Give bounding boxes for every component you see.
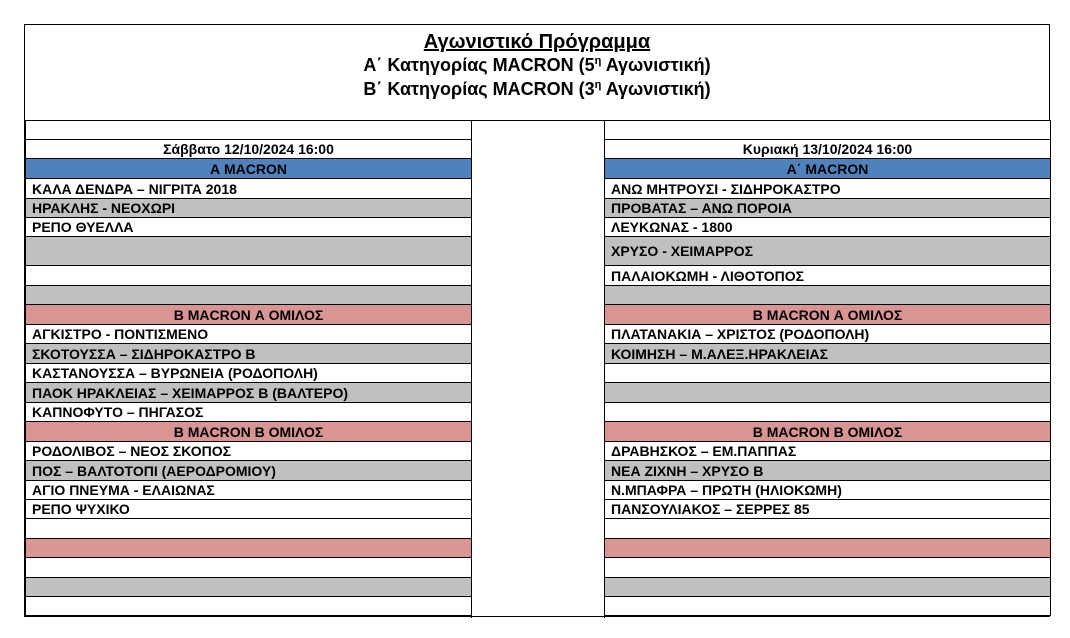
subtitle-a-text: Α΄ Κατηγορίας MACRON (5 <box>363 55 595 75</box>
subtitle-b-sup: η <box>594 79 602 91</box>
empty-row <box>605 518 1050 538</box>
empty-row <box>605 596 1050 616</box>
schedule-frame <box>24 24 1050 617</box>
empty-row <box>26 265 471 285</box>
empty-row <box>26 596 471 616</box>
empty-row <box>605 577 1050 596</box>
match-row: ΚΑΠΝΟΦΥΤΟ – ΠΗΓΑΣΟΣ <box>26 402 471 421</box>
subtitle-a-suffix: Αγωνιστική) <box>601 55 711 75</box>
empty-row <box>605 120 1050 139</box>
match-row: ΑΝΩ ΜΗΤΡΟΥΣΙ - ΣΙΔΗΡΟΚΑΣΤΡΟ <box>605 178 1050 198</box>
saturday-column <box>25 120 472 616</box>
date-header: Κυριακή 13/10/2024 16:00 <box>605 139 1050 158</box>
match-row: ΡΕΠΟ ΨΥΧΙΚΟ <box>26 499 471 518</box>
subtitle-a-sup: η <box>594 55 602 67</box>
empty-row <box>605 538 1050 557</box>
section-a-macron: Α΄ MACRON <box>605 158 1050 178</box>
empty-row <box>605 285 1050 304</box>
match-row: ΑΓΙΟ ΠΝΕΥΜΑ - ΕΛΑΙΩΝΑΣ <box>26 480 471 499</box>
empty-row <box>605 402 1050 421</box>
sunday-column <box>604 120 1051 616</box>
empty-row <box>26 285 471 304</box>
date-header: Σάββατο 12/10/2024 16:00 <box>26 139 471 158</box>
empty-row <box>26 557 471 577</box>
match-row: ΠΑΟΚ ΗΡΑΚΛΕΙΑΣ – ΧΕΙΜΑΡΡΟΣ Β (ΒΑΛΤΕΡΟ) <box>26 382 471 402</box>
empty-row <box>605 382 1050 402</box>
empty-row <box>26 120 471 139</box>
match-row: ΠΛΑΤΑΝΑΚΙΑ – ΧΡΙΣΤΟΣ (ΡΟΔΟΠΟΛΗ) <box>605 324 1050 343</box>
section-b-group-b: Β MACRON Β ΟΜΙΛΟΣ <box>26 421 471 441</box>
match-row: ΔΡΑΒΗΣΚΟΣ – ΕΜ.ΠΑΠΠΑΣ <box>605 441 1050 460</box>
match-row: ΝΕΑ ΖΙΧΝΗ – ΧΡΥΣΟ Β <box>605 460 1050 480</box>
match-row: ΑΓΚΙΣΤΡΟ - ΠΟΝΤΙΣΜΕΝΟ <box>26 324 471 343</box>
match-row: ΚΑΣΤΑΝΟΥΣΣΑ – ΒΥΡΩΝΕΙΑ (ΡΟΔΟΠΟΛΗ) <box>26 363 471 382</box>
empty-row <box>26 577 471 596</box>
section-a-macron: Α MACRON <box>26 158 471 178</box>
match-row: ΡΕΠΟ ΘΥΕΛΛΑ <box>26 217 471 236</box>
match-row: ΣΚΟΤΟΥΣΣΑ – ΣΙΔΗΡΟΚΑΣΤΡΟ Β <box>26 343 471 363</box>
match-row: ΠΟΣ – ΒΑΛΤΟΤΟΠΙ (ΑΕΡΟΔΡΟΜΙΟΥ) <box>26 460 471 480</box>
empty-row <box>26 236 471 265</box>
subtitle-category-a <box>25 53 1049 77</box>
match-row: ΚΑΛΑ ΔΕΝΔΡΑ – ΝΙΓΡΙΤΑ 2018 <box>26 178 471 198</box>
empty-row <box>26 538 471 557</box>
empty-row <box>605 557 1050 577</box>
match-row: Ν.ΜΠΑΦΡΑ – ΠΡΩΤΗ (ΗΛΙΟΚΩΜΗ) <box>605 480 1050 499</box>
match-row: ΗΡΑΚΛΗΣ - ΝΕΟΧΩΡΙ <box>26 198 471 217</box>
match-row: ΠΡΟΒΑΤΑΣ – ΑΝΩ ΠΟΡΟΙΑ <box>605 198 1050 217</box>
match-row: ΧΡΥΣΟ - ΧΕΙΜΑΡΡΟΣ <box>605 236 1050 265</box>
page-title: Αγωνιστικό Πρόγραμμα <box>423 31 651 53</box>
match-row: ΠΑΛΑΙΟΚΩΜΗ - ΛΙΘΟΤΟΠΟΣ <box>605 265 1050 285</box>
match-row: ΛΕΥΚΩΝΑΣ - 1800 <box>605 217 1050 236</box>
subtitle-b-suffix: Αγωνιστική) <box>601 79 711 99</box>
empty-row <box>26 518 471 538</box>
match-row: ΠΑΝΣΟΥΛΙΑΚΟΣ – ΣΕΡΡΕΣ 85 <box>605 499 1050 518</box>
spacer-column <box>471 120 605 618</box>
schedule-header <box>25 25 1049 120</box>
match-row: ΡΟΔΟΛΙΒΟΣ – ΝΕΟΣ ΣΚΟΠΟΣ <box>26 441 471 460</box>
section-b-group-a: Β MACRON Α ΟΜΙΛΟΣ <box>26 304 471 324</box>
section-b-group-a: Β MACRON Α ΟΜΙΛΟΣ <box>605 304 1050 324</box>
subtitle-b-text: Β΄ Κατηγορίας MACRON (3 <box>363 79 595 99</box>
empty-row <box>605 363 1050 382</box>
section-b-group-b: Β MACRON Β ΟΜΙΛΟΣ <box>605 421 1050 441</box>
match-row: ΚΟΙΜΗΣΗ – Μ.ΑΛΕΞ.ΗΡΑΚΛΕΙΑΣ <box>605 343 1050 363</box>
subtitle-category-b <box>25 77 1049 101</box>
